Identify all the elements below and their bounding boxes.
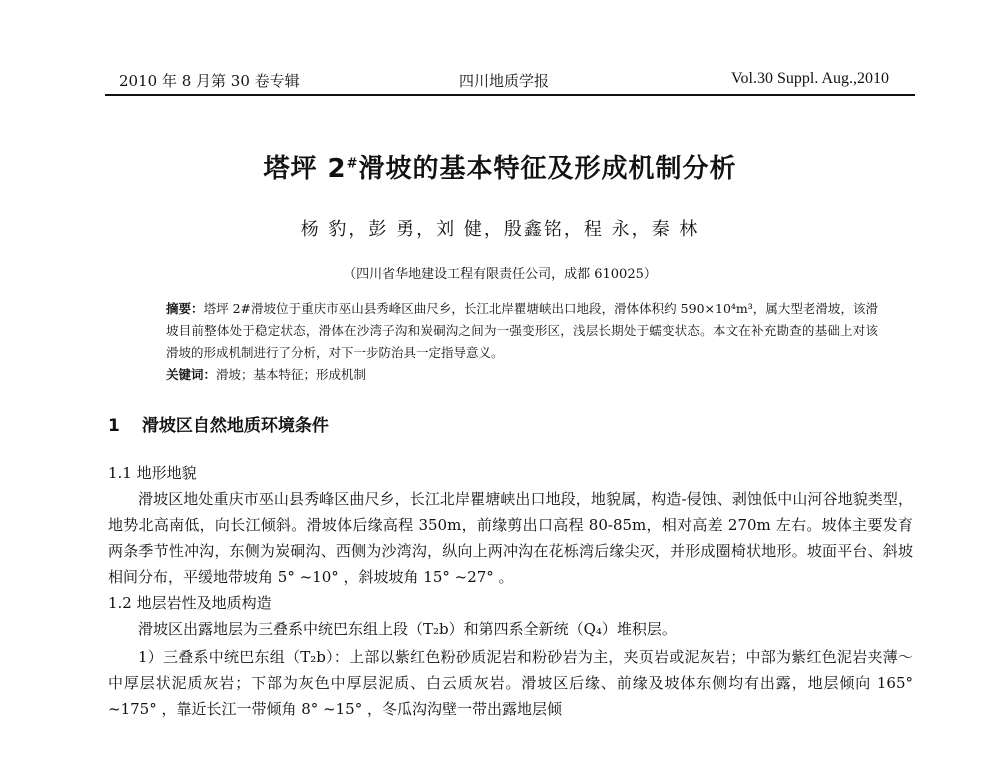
abstract-paragraph — [138, 298, 878, 364]
title-suffix: 滑坡的基本特征及形成机制分析 — [358, 154, 737, 184]
header-volume: Vol.30 Suppl. Aug.,2010 — [731, 70, 889, 87]
title-prefix: 塔坪 2 — [263, 154, 347, 184]
title-sup: # — [346, 156, 359, 172]
keywords-line — [138, 364, 878, 386]
paragraph-strata: 滑坡区出露地层为三叠系中统巴东组上段（T₂b）和第四系全新统（Q₄）堆积层。 — [138, 620, 677, 638]
abstract-label: 摘要： — [166, 301, 204, 316]
paper-title — [0, 148, 1000, 185]
section-heading — [108, 411, 329, 436]
paragraph-item-1: 1）三叠系中统巴东组（T₂b）：上部以紫红色粉砂质泥岩和粉砂岩为主，夹页岩或泥灰岩；中部为紫红色泥岩夹薄～中厚层状泥质灰岩；下部为灰色中厚层泥质、白云质灰岩。滑坡区后缘、前缘及坡体东侧均有出露，地层倾向 165° ~175° ，靠近长江一带倾角 8° ~15° ，冬瓜沟沟壁一带出露地层倾 — [108, 648, 913, 718]
header-issue: 2010 年 8 月第 30 卷专辑 — [119, 72, 300, 90]
running-header — [105, 66, 915, 96]
header-journal: 四川地质学报 — [459, 72, 550, 90]
section-title: 滑坡区自然地质环境条件 — [141, 416, 329, 436]
authors: 杨 豹，彭 勇，刘 健，殷鑫铭，程 永，秦 林 — [300, 219, 700, 240]
affiliation: （四川省华地建设工程有限责任公司，成都 610025） — [343, 267, 657, 282]
subsection-title-1: 1.1 地形地貌 — [108, 464, 197, 482]
keywords-label: 关键词： — [166, 367, 217, 382]
subsection-title-2: 1.2 地层岩性及地质构造 — [108, 594, 272, 612]
paragraph-terrain: 滑坡区地处重庆市巫山县秀峰区曲尺乡，长江北岸瞿塘峡出口地段，地貌属，构造-侵蚀、剥蚀低中山河谷地貌类型，地势北高南低，向长江倾斜。滑坡体后缘高程 350m，前缘剪出口高程 80-85m，相对高差 270m 左右。坡体主要发育两条季节性冲沟，东侧为炭硐沟、西侧为沙湾沟，纵向上两冲沟在花栎湾后缘尖灭，并形成圈椅状地形。坡面平台、斜坡相间分布，平缓地带坡角 5° ~10° ，斜坡坡角 15° ~27° 。 — [108, 490, 913, 586]
abstract-text: 塔坪 2#滑坡位于重庆市巫山县秀峰区曲尺乡，长江北岸瞿塘峡出口地段，滑体体积约 590×10⁴m³，属大型老滑坡，该滑坡目前整体处于稳定状态，滑体在沙湾子沟和炭硐沟之间为一强变形区，浅层长期处于蠕变状态。本文在补充勘查的基础上对该滑坡的形成机制进行了分析，对下一步防治具一定指导意义。 — [166, 301, 878, 360]
section-number: 1 — [108, 416, 120, 436]
body-text — [108, 460, 913, 722]
abstract — [138, 298, 878, 386]
keywords-text: 滑坡；基本特征；形成机制 — [216, 367, 367, 382]
